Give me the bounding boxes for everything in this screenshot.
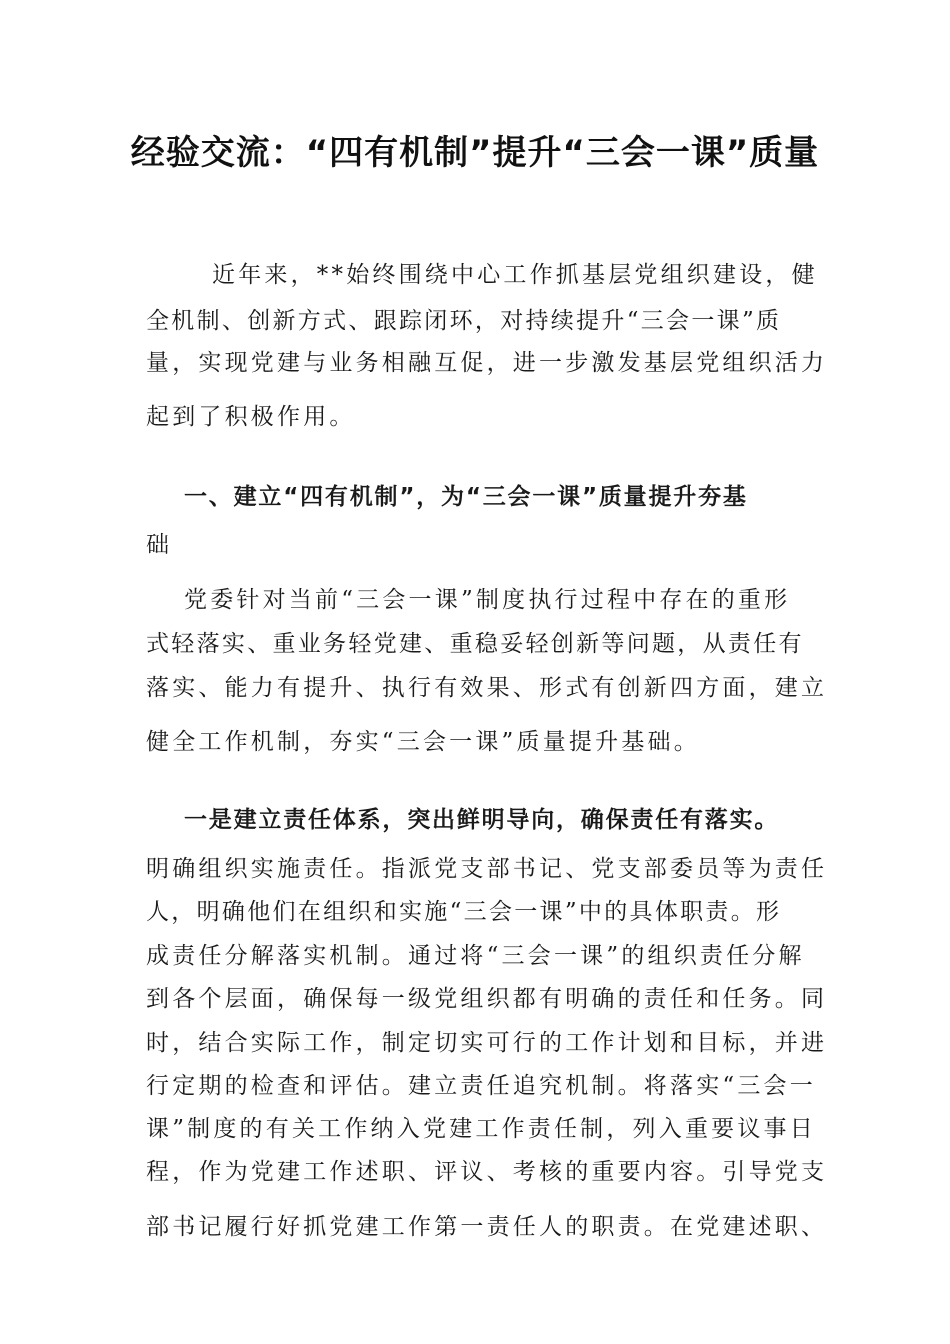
body-line-9: 部书记履行好抓党建工作第一责任人的职责。在党建述职、 xyxy=(146,1214,828,1240)
body-line-4: 到各个层面，确保每一级党组织都有明确的责任和任务。同 xyxy=(146,986,828,1012)
section-heading-line-1: 一、建立“四有机制”，为“三会一课”质量提升夯基 xyxy=(184,484,748,510)
body-line-6: 行定期的检查和评估。建立责任追究机制。将落实“三会一 xyxy=(146,1073,816,1099)
body-line-2: 人，明确他们在组织和实施“三会一课”中的具体职责。形 xyxy=(146,899,782,925)
subheading: 一是建立责任体系，突出鲜明导向，确保责任有落实。 xyxy=(184,807,780,833)
body-line-8: 程，作为党建工作述职、评议、考核的重要内容。引导党支 xyxy=(146,1159,828,1185)
section-heading-line-2: 础 xyxy=(146,532,173,558)
document-title: 经验交流：“四有机制”提升“三会一课”质量 xyxy=(130,133,820,173)
body-line-7: 课”制度的有关工作纳入党建工作责任制，列入重要议事日 xyxy=(146,1116,816,1142)
intro-line-1: 近年来，**始终围绕中心工作抓基层党组织建设，健 xyxy=(212,262,818,288)
body-line-5: 时，结合实际工作，制定切实可行的工作计划和目标，并进 xyxy=(146,1030,828,1056)
intro-line-2: 全机制、创新方式、跟踪闭环，对持续提升“三会一课”质 xyxy=(146,308,782,334)
section-paragraph-line-3: 落实、能力有提升、执行有效果、形式有创新四方面，建立 xyxy=(146,675,828,701)
body-line-3: 成责任分解落实机制。通过将“三会一课”的组织责任分解 xyxy=(146,943,805,969)
body-line-1: 明确组织实施责任。指派党支部书记、党支部委员等为责任 xyxy=(146,856,828,882)
intro-line-4: 起到了积极作用。 xyxy=(146,404,356,430)
section-paragraph-line-1: 党委针对当前“三会一课”制度执行过程中存在的重形 xyxy=(184,587,791,613)
intro-line-3: 量，实现党建与业务相融互促，进一步激发基层党组织活力 xyxy=(146,350,828,376)
section-paragraph-line-2: 式轻落实、重业务轻党建、重稳妥轻创新等问题，从责任有 xyxy=(146,631,804,657)
section-paragraph-line-4: 健全工作机制，夯实“三会一课”质量提升基础。 xyxy=(146,729,700,755)
